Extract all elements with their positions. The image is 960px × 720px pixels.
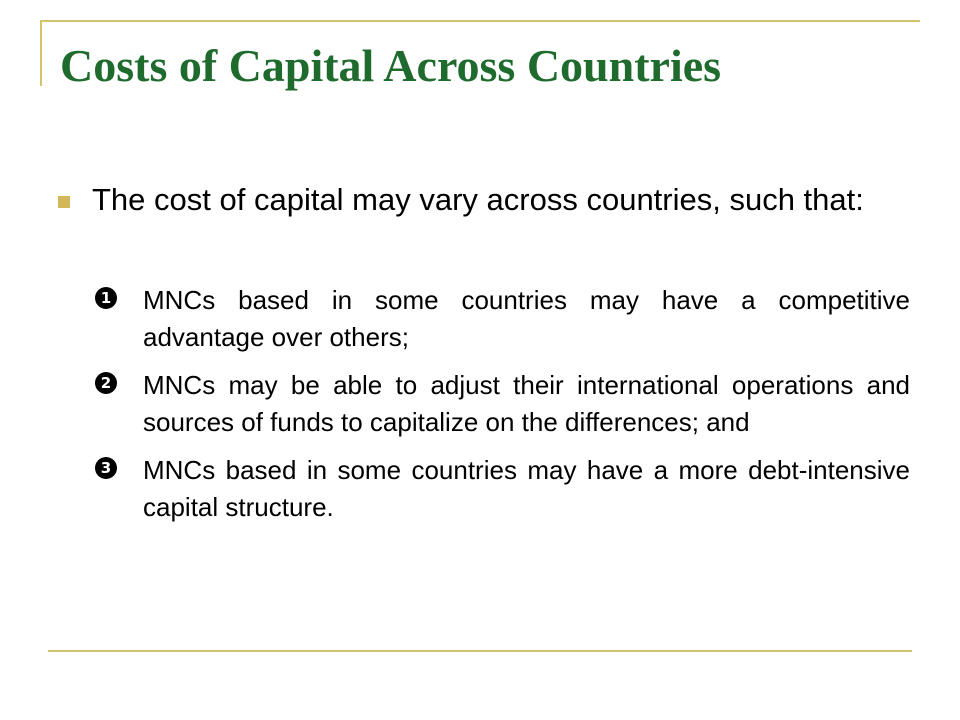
sub-bullet-text: MNCs based in some countries may have a competitive advantage over others; — [143, 285, 910, 352]
main-bullet-text: The cost of capital may vary across countries, such that: — [92, 182, 864, 217]
circled-number-two-icon: 2 — [95, 372, 117, 394]
circled-number-three-icon: 3 — [95, 457, 117, 479]
sub-bullet-text: MNCs may be able to adjust their international operations and sources of funds to capitalize on the differences; and — [143, 370, 910, 437]
bottom-divider — [48, 650, 912, 652]
circled-number-one-icon: 1 — [95, 287, 117, 309]
sub-bullet-text: MNCs based in some countries may have a more debt-intensive capital structure. — [143, 455, 910, 522]
sub-bullet-item — [95, 282, 910, 356]
slide-title: Costs of Capital Across Countries — [60, 40, 722, 91]
square-bullet-icon — [58, 196, 70, 208]
top-divider — [40, 20, 920, 22]
sub-bullet-item — [95, 367, 910, 441]
sub-bullet-item — [95, 452, 910, 526]
sub-bullet-list — [95, 282, 910, 537]
left-divider — [40, 20, 42, 86]
main-bullet — [58, 178, 910, 222]
